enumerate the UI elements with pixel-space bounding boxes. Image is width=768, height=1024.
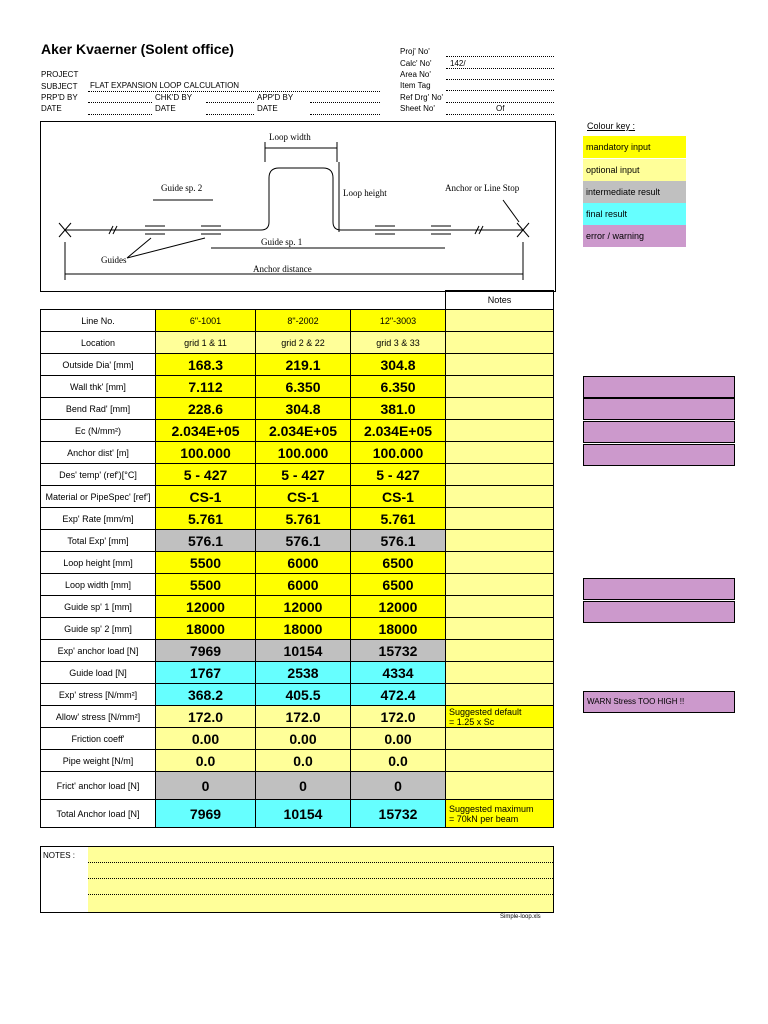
- cell: 4334: [351, 662, 446, 684]
- flag-loop-height: [583, 578, 735, 600]
- cell[interactable]: CS-1: [351, 486, 446, 508]
- cell[interactable]: 228.6: [156, 398, 256, 420]
- note-cell[interactable]: Suggested default = 1.25 x Sc: [446, 706, 554, 728]
- date3-line: [310, 114, 380, 115]
- subject-label: SUBJECT: [41, 82, 78, 91]
- note-cell[interactable]: [446, 398, 554, 420]
- note-cell[interactable]: [446, 332, 554, 354]
- row-label: Outside Dia' [mm]: [41, 354, 156, 376]
- cell[interactable]: 6"-1001: [156, 310, 256, 332]
- notes-line-1[interactable]: [88, 862, 553, 863]
- row-label: Exp' anchor load [N]: [41, 640, 156, 662]
- stress-warning: WARN Stress TOO HIGH !!: [583, 691, 735, 713]
- anchor-distance-label: Anchor distance: [253, 264, 312, 274]
- loop-diagram: [40, 121, 556, 292]
- cell[interactable]: 18000: [351, 618, 446, 640]
- cell[interactable]: 0.0: [351, 750, 446, 772]
- guides-label: Guides: [101, 255, 127, 265]
- checked-line: [206, 102, 254, 103]
- cell[interactable]: 172.0: [156, 706, 256, 728]
- notes-line-2[interactable]: [88, 878, 553, 879]
- project-label: PROJECT: [41, 70, 79, 79]
- ref-drg-line: [446, 102, 554, 103]
- row-label: Des' temp' (ref')[°C]: [41, 464, 156, 486]
- note-cell[interactable]: [446, 552, 554, 574]
- note-cell[interactable]: [446, 772, 554, 800]
- cell[interactable]: 7.112: [156, 376, 256, 398]
- cell: 576.1: [351, 530, 446, 552]
- key-final: final result: [583, 203, 686, 225]
- cell: 10154: [256, 640, 351, 662]
- cell[interactable]: 5 - 427: [351, 464, 446, 486]
- prepared-by-label: PRP'D BY: [41, 93, 78, 102]
- cell[interactable]: 304.8: [351, 354, 446, 376]
- filename-label: Simple-loop.xls: [500, 914, 541, 920]
- item-tag-line: [446, 90, 554, 91]
- cell[interactable]: 0.00: [256, 728, 351, 750]
- flag-bend-rad: [583, 421, 735, 443]
- checked-by-label: CHK'D BY: [155, 93, 193, 102]
- key-mandatory: mandatory input: [583, 136, 686, 158]
- cell[interactable]: 6000: [256, 574, 351, 596]
- note-cell[interactable]: [446, 596, 554, 618]
- calculation-table: [40, 290, 554, 828]
- key-optional: optional input: [583, 159, 686, 181]
- cell[interactable]: CS-1: [156, 486, 256, 508]
- row-label: Total Anchor load [N]: [41, 800, 156, 828]
- cell: 0: [351, 772, 446, 800]
- item-tag-label: Item Tag: [400, 81, 431, 90]
- row-label: Guide sp' 1 [mm]: [41, 596, 156, 618]
- row-label: Loop width [mm]: [41, 574, 156, 596]
- row-label: Guide sp' 2 [mm]: [41, 618, 156, 640]
- cell[interactable]: 6.350: [351, 376, 446, 398]
- note-cell[interactable]: [446, 310, 554, 332]
- ref-drg-label: Ref Drg' No': [400, 93, 444, 102]
- cell[interactable]: 168.3: [156, 354, 256, 376]
- date3-label: DATE: [257, 104, 278, 113]
- cell[interactable]: 5500: [156, 552, 256, 574]
- flag-loop-width: [583, 601, 735, 623]
- row-label: Anchor dist' [m]: [41, 442, 156, 464]
- cell: 1767: [156, 662, 256, 684]
- row-label: Material or PipeSpec' [ref']: [41, 486, 156, 508]
- note-cell[interactable]: [446, 354, 554, 376]
- cell[interactable]: 6.350: [256, 376, 351, 398]
- date-line: [88, 114, 152, 115]
- flag-outside-dia: [583, 376, 735, 398]
- notes-box: [40, 846, 554, 913]
- cell[interactable]: 5.761: [351, 508, 446, 530]
- cell[interactable]: 2.034E+05: [351, 420, 446, 442]
- note-cell[interactable]: [446, 574, 554, 596]
- cell: 576.1: [156, 530, 256, 552]
- company-title: Aker Kvaerner (Solent office): [41, 41, 234, 57]
- approved-line: [310, 102, 380, 103]
- anchor-stop-pointer: [503, 200, 519, 222]
- calc-no-label: Calc' No': [400, 59, 432, 68]
- flag-wall-thk: [583, 398, 735, 420]
- cell[interactable]: 12"-3003: [351, 310, 446, 332]
- cell[interactable]: 6500: [351, 552, 446, 574]
- row-label: Loop height [mm]: [41, 552, 156, 574]
- cell[interactable]: 2.034E+05: [156, 420, 256, 442]
- note-cell[interactable]: [446, 376, 554, 398]
- note-cell[interactable]: [446, 530, 554, 552]
- note-cell[interactable]: [446, 728, 554, 750]
- cell[interactable]: grid 3 & 33: [351, 332, 446, 354]
- cell[interactable]: 6500: [351, 574, 446, 596]
- cell[interactable]: grid 1 & 11: [156, 332, 256, 354]
- cell: 2538: [256, 662, 351, 684]
- cell[interactable]: grid 2 & 22: [256, 332, 351, 354]
- row-label: Exp' Rate [mm/m]: [41, 508, 156, 530]
- cell[interactable]: 304.8: [256, 398, 351, 420]
- area-no-label: Area No': [400, 70, 431, 79]
- cell: 15732: [351, 640, 446, 662]
- cell[interactable]: 5 - 427: [256, 464, 351, 486]
- note-cell[interactable]: [446, 442, 554, 464]
- sheet-no-line: [446, 114, 554, 115]
- proj-no-line: [446, 56, 554, 57]
- cell: 15732: [351, 800, 446, 828]
- prepared-line: [88, 102, 152, 103]
- note-cell[interactable]: [446, 508, 554, 530]
- cell[interactable]: 0.0: [156, 750, 256, 772]
- cell[interactable]: 100.000: [351, 442, 446, 464]
- approved-by-label: APP'D BY: [257, 93, 294, 102]
- guide-sp1-label: Guide sp. 1: [261, 237, 303, 247]
- cell[interactable]: CS-1: [256, 486, 351, 508]
- cell[interactable]: 0.0: [256, 750, 351, 772]
- note-cell[interactable]: [446, 618, 554, 640]
- row-label: Guide load [N]: [41, 662, 156, 684]
- row-label: Bend Rad' [mm]: [41, 398, 156, 420]
- cell[interactable]: 12000: [351, 596, 446, 618]
- note-cell[interactable]: [446, 662, 554, 684]
- key-intermediate: intermediate result: [583, 181, 686, 203]
- cell: 368.2: [156, 684, 256, 706]
- cell[interactable]: 172.0: [351, 706, 446, 728]
- note-cell[interactable]: Suggested maximum = 70kN per beam: [446, 800, 554, 828]
- cell: 7969: [156, 640, 256, 662]
- cell: 472.4: [351, 684, 446, 706]
- cell[interactable]: 18000: [156, 618, 256, 640]
- calc-no-value: 142/: [450, 59, 466, 68]
- note-cell[interactable]: [446, 464, 554, 486]
- key-error: error / warning: [583, 225, 686, 247]
- subject-line: [88, 91, 380, 92]
- cell[interactable]: 0.00: [156, 728, 256, 750]
- note-cell[interactable]: [446, 640, 554, 662]
- cell: 10154: [256, 800, 351, 828]
- row-label: Line No.: [41, 310, 156, 332]
- notes-label: NOTES :: [43, 851, 76, 860]
- cell[interactable]: 381.0: [351, 398, 446, 420]
- proj-no-label: Proj' No': [400, 47, 430, 56]
- cell: 0: [256, 772, 351, 800]
- date2-line: [206, 114, 254, 115]
- cell[interactable]: 100.000: [156, 442, 256, 464]
- loop-width-dim: [265, 142, 337, 162]
- guide-sp2-label: Guide sp. 2: [161, 183, 203, 193]
- cell[interactable]: 100.000: [256, 442, 351, 464]
- sheet-no-label: Sheet No': [400, 104, 435, 113]
- note-cell[interactable]: [446, 486, 554, 508]
- cell[interactable]: 8"-2002: [256, 310, 351, 332]
- cell[interactable]: 6000: [256, 552, 351, 574]
- cell[interactable]: 172.0: [256, 706, 351, 728]
- calc-no-line: [446, 68, 554, 69]
- cell[interactable]: 5.761: [256, 508, 351, 530]
- cell[interactable]: 219.1: [256, 354, 351, 376]
- date-label: DATE: [41, 104, 62, 113]
- sheet-of: Of: [496, 104, 505, 113]
- notes-line-3[interactable]: [88, 894, 553, 895]
- anchor-stop-label: Anchor or Line Stop: [445, 183, 520, 193]
- cell: 0: [156, 772, 256, 800]
- row-label: Total Exp' [mm]: [41, 530, 156, 552]
- flag-ec: [583, 444, 735, 466]
- row-label: Location: [41, 332, 156, 354]
- row-label: Allow' stress [N/mm²]: [41, 706, 156, 728]
- row-label: Pipe weight [N/m]: [41, 750, 156, 772]
- colour-key-title: Colour key :: [587, 121, 636, 131]
- notes-header: Notes: [446, 291, 554, 310]
- pipe-path: [65, 168, 523, 230]
- cell[interactable]: 5500: [156, 574, 256, 596]
- cell: 7969: [156, 800, 256, 828]
- cell: 405.5: [256, 684, 351, 706]
- note-cell[interactable]: [446, 420, 554, 442]
- row-label: Friction coeff': [41, 728, 156, 750]
- area-no-line: [446, 79, 554, 80]
- cell[interactable]: 18000: [256, 618, 351, 640]
- loop-height-label: Loop height: [343, 188, 387, 198]
- guides-pointer: [127, 238, 205, 258]
- loop-width-label: Loop width: [269, 132, 311, 142]
- cell[interactable]: 2.034E+05: [256, 420, 351, 442]
- row-label: Frict' anchor load [N]: [41, 772, 156, 800]
- row-label: Wall thk' [mm]: [41, 376, 156, 398]
- cell[interactable]: 5 - 427: [156, 464, 256, 486]
- note-cell[interactable]: [446, 750, 554, 772]
- cell[interactable]: 12000: [256, 596, 351, 618]
- note-cell[interactable]: [446, 684, 554, 706]
- subject-value: FLAT EXPANSION LOOP CALCULATION: [90, 81, 240, 90]
- row-label: Ec (N/mm²): [41, 420, 156, 442]
- cell[interactable]: 5.761: [156, 508, 256, 530]
- date2-label: DATE: [155, 104, 176, 113]
- cell: 576.1: [256, 530, 351, 552]
- row-label: Exp' stress [N/mm²]: [41, 684, 156, 706]
- cell[interactable]: 0.00: [351, 728, 446, 750]
- cell[interactable]: 12000: [156, 596, 256, 618]
